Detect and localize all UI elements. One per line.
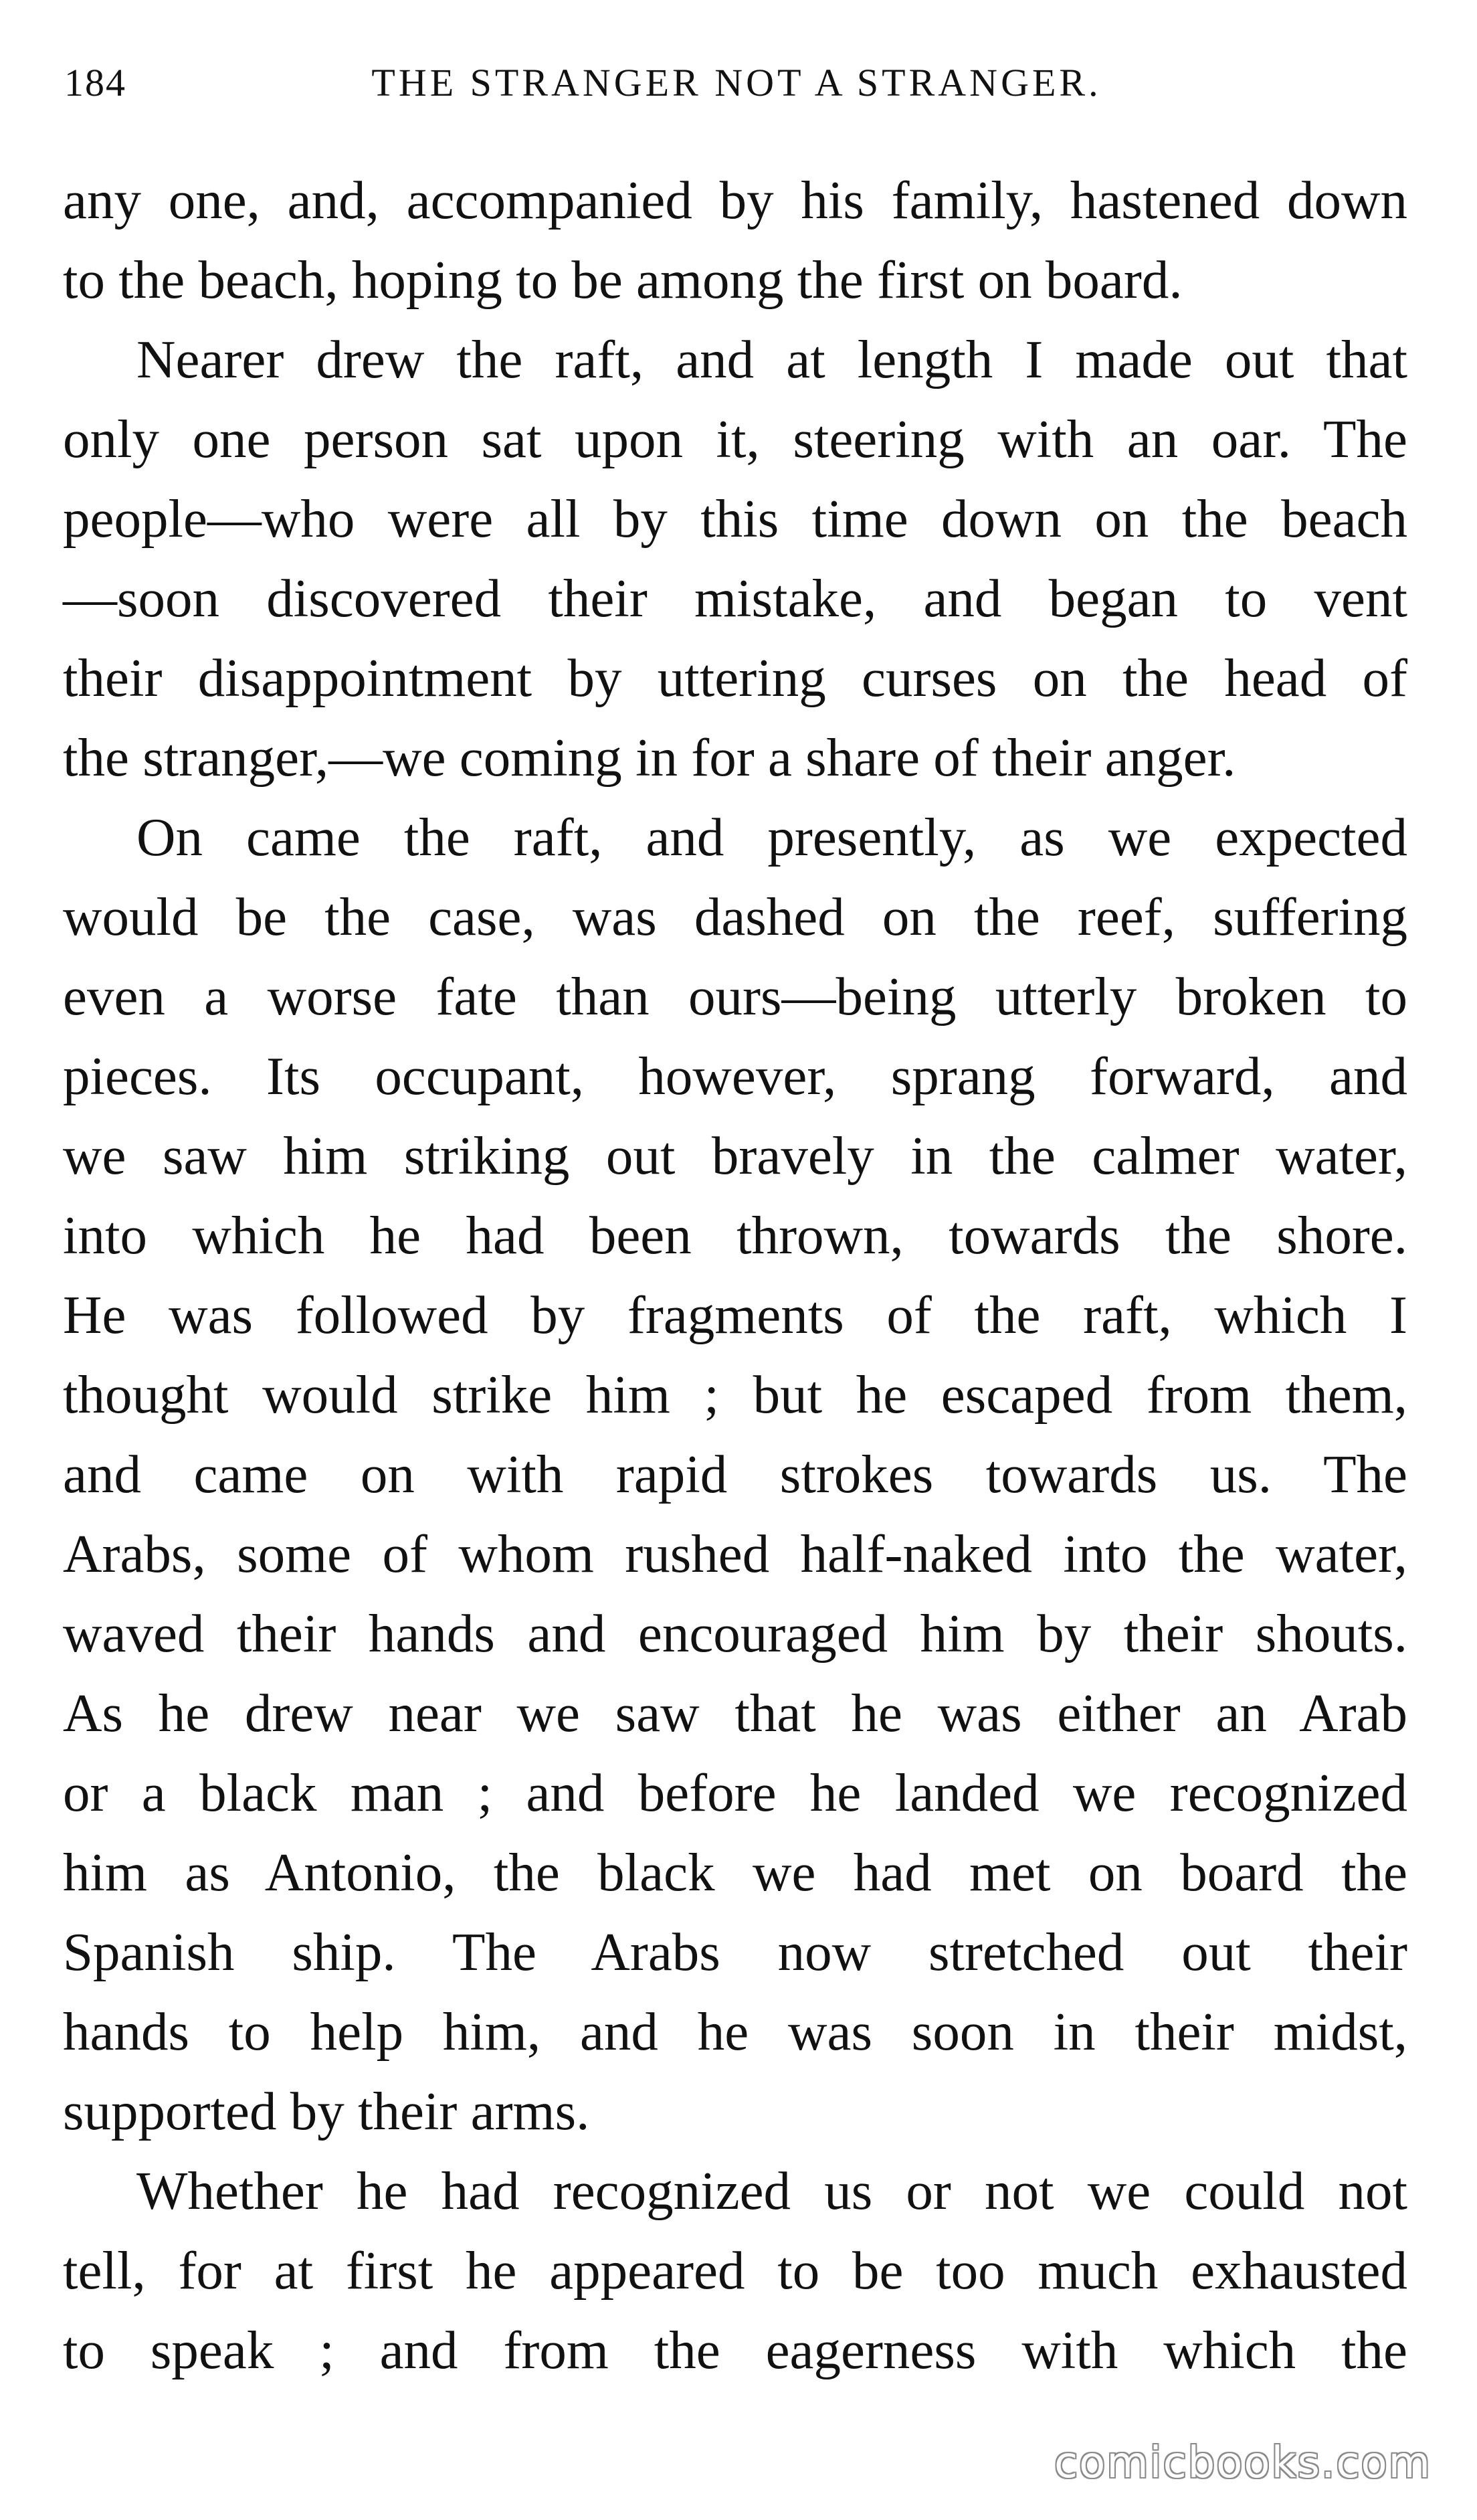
text-line: He was followed by fragments of the raft, which I: [63, 1285, 1407, 1345]
text-line: On came the raft, and presently, as we expected: [136, 807, 1407, 867]
text-line: their disappointment by uttering curses on the head of: [63, 648, 1407, 708]
text-line: or a black man ; and before he landed we recognized: [63, 1763, 1407, 1823]
text-line: even a worse fate than ours—being utterly broken to: [63, 966, 1407, 1026]
text-line: to speak ; and from the eagerness with which the: [63, 2320, 1407, 2380]
running-head: THE STRANGER NOT A STRANGER.: [371, 61, 1102, 104]
text-line: —soon discovered their mistake, and began to vent: [63, 568, 1407, 628]
body-text: [63, 161, 1407, 2390]
page-number: 184: [64, 61, 126, 104]
text-line: him as Antonio, the black we had met on board the: [63, 1842, 1407, 1902]
page-header: [64, 60, 1409, 120]
text-line: only one person sat upon it, steering with an oar. The: [63, 409, 1407, 469]
text-line: thought would strike him ; but he escaped from them,: [63, 1364, 1407, 1425]
watermark: comicbooks.com: [1054, 2438, 1432, 2488]
text-line: people—who were all by this time down on the beach: [63, 488, 1407, 549]
text-line: Arabs, some of whom rushed half-naked into the water,: [63, 1524, 1407, 1584]
text-line: tell, for at first he appeared to be too much exhausted: [63, 2240, 1407, 2301]
text-line: into which he had been thrown, towards the shore.: [63, 1205, 1407, 1265]
text-line: and came on with rapid strokes towards us. The: [63, 1444, 1407, 1504]
text-line: Spanish ship. The Arabs now stretched out their: [63, 1922, 1407, 1982]
text-line: waved their hands and encouraged him by their shouts.: [63, 1603, 1407, 1663]
text-line: Nearer drew the raft, and at length I made out that: [136, 329, 1407, 389]
text-line: As he drew near we saw that he was either an Arab: [63, 1683, 1407, 1743]
text-line: we saw him striking out bravely in the calmer water,: [63, 1126, 1407, 1186]
text-line: to the beach, hoping to be among the first on board.: [63, 250, 1183, 310]
text-line: supported by their arms.: [63, 2081, 590, 2141]
text-line: would be the case, was dashed on the reef, suffering: [63, 887, 1407, 947]
text-line: hands to help him, and he was soon in their midst,: [63, 2001, 1407, 2062]
text-line: any one, and, accompanied by his family, hastened down: [63, 170, 1407, 230]
text-line: Whether he had recognized us or not we could not: [136, 2161, 1407, 2221]
text-line: the stranger,—we coming in for a share of their anger.: [63, 727, 1236, 788]
text-line: pieces. Its occupant, however, sprang forward, and: [63, 1046, 1407, 1106]
